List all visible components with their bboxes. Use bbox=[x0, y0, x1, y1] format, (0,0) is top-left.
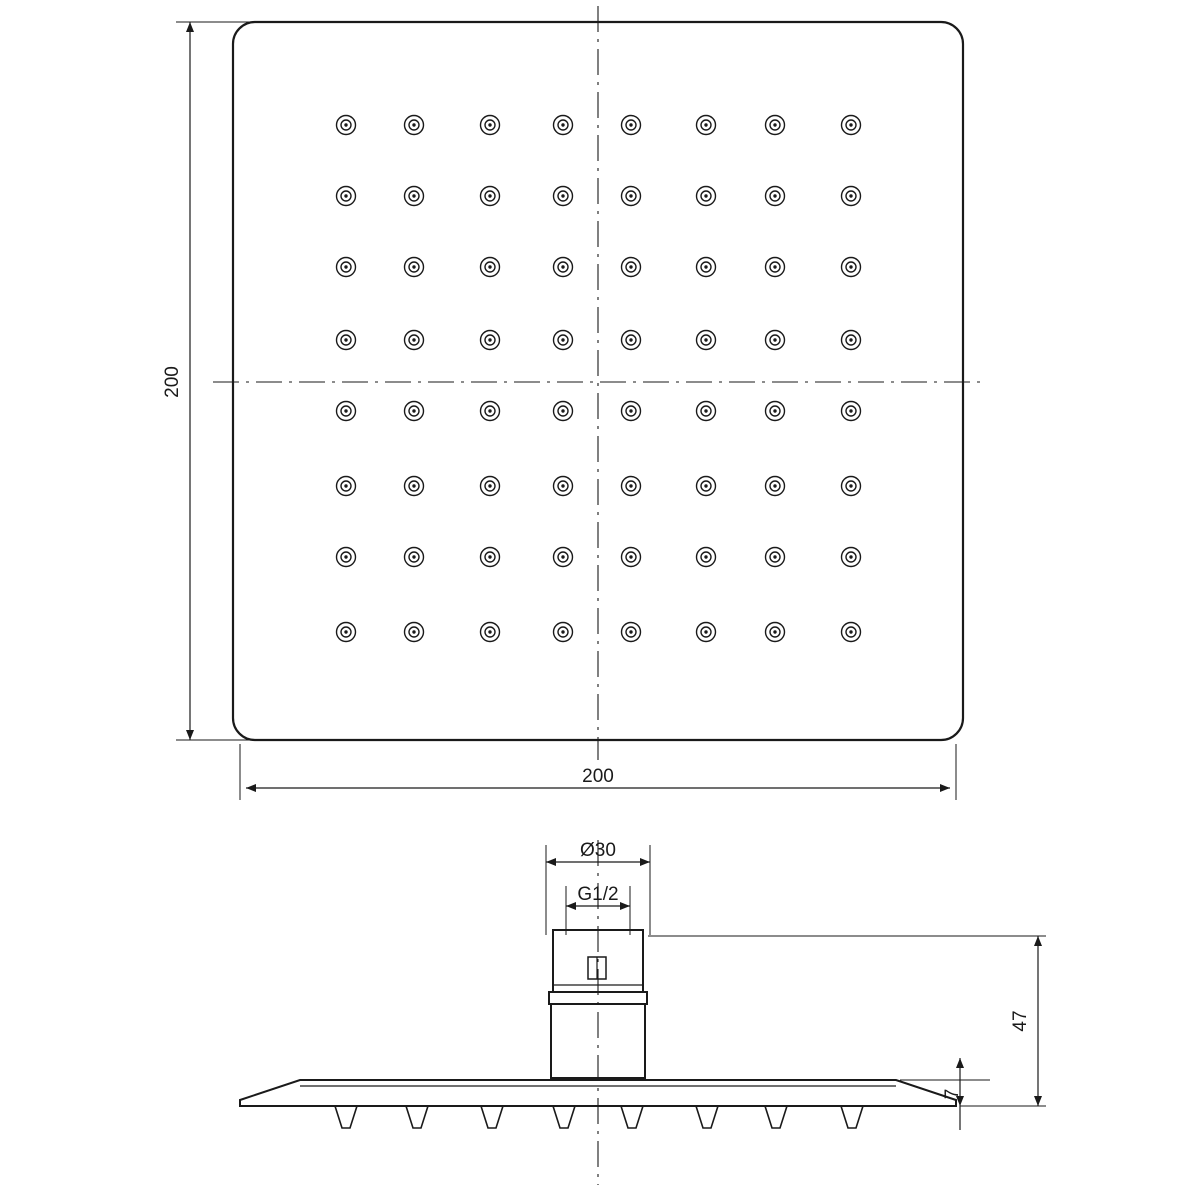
dimension-top-height-label: 200 bbox=[162, 366, 183, 398]
dimension-top-width-label: 200 bbox=[582, 766, 614, 787]
dimension-plate-thickness-label: 7 bbox=[942, 1088, 963, 1100]
side-view bbox=[240, 840, 1046, 1185]
dimension-plate-thickness bbox=[900, 1058, 990, 1130]
top-view bbox=[162, 6, 985, 800]
nozzle-profiles bbox=[335, 1106, 863, 1128]
dimension-top-height bbox=[162, 22, 250, 740]
dimension-inlet-thread-label: G1/2 bbox=[577, 884, 619, 905]
dimension-inlet-diameter-label: Ø30 bbox=[580, 840, 616, 861]
dimension-overall-height-label: 47 bbox=[1010, 1010, 1031, 1032]
